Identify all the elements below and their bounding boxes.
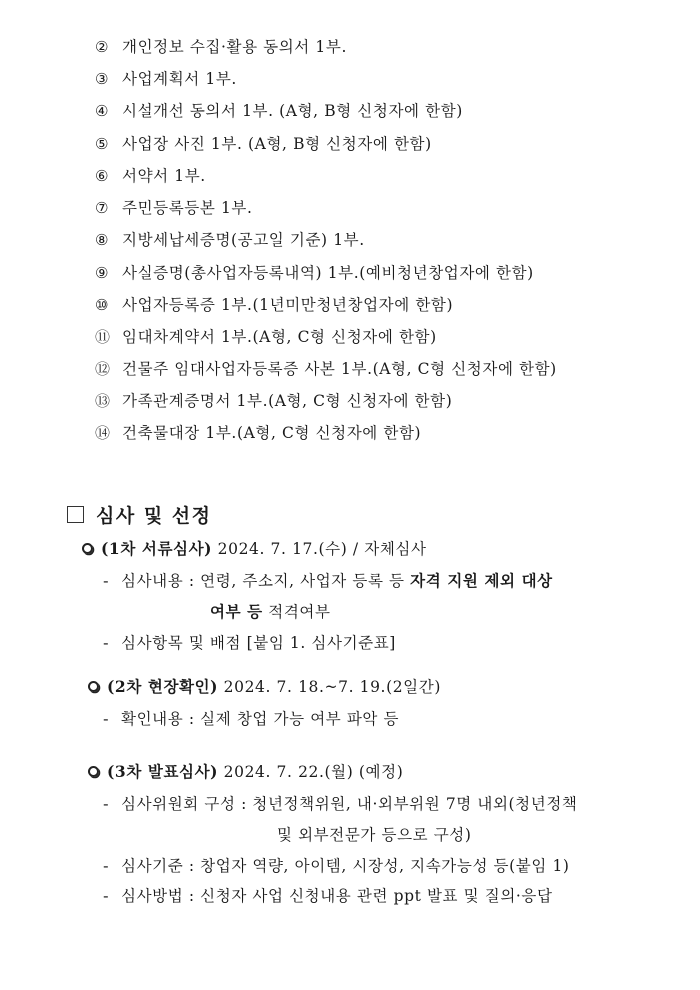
sub-text: 심사항목 및 배점 [붙임 1. 심사기준표] [121, 634, 396, 652]
item-number: ⑩ [95, 296, 110, 314]
item-number: ⑥ [95, 167, 110, 185]
list-item [95, 166, 206, 186]
circle-bullet-icon [82, 543, 93, 554]
stage-label: (2차 현장확인) [107, 677, 219, 696]
sub-text: 심사내용 : 연령, 주소지, 사업자 등록 등 [121, 572, 411, 590]
section-heading [67, 504, 212, 528]
item-text: 사업계획서 1부. [122, 70, 237, 88]
item-number: ⑪ [95, 328, 111, 346]
list-item [95, 327, 437, 347]
item-text: 임대차계약서 1부.(A형, C형 신청자에 한함) [122, 328, 437, 346]
dash-bullet: - [103, 857, 110, 875]
stage-detail: 2024. 7. 17.(수) / 자체심사 [212, 540, 427, 558]
stage-3-heading [88, 762, 403, 782]
item-number: ⑭ [95, 424, 111, 442]
list-item [95, 230, 365, 250]
sub-text: 및 외부전문가 등으로 구성) [277, 826, 472, 844]
item-number: ⑤ [95, 135, 110, 153]
list-item [95, 423, 421, 443]
item-text: 개인정보 수집·활용 동의서 1부. [122, 38, 347, 56]
sub-text: 확인내용 : 실제 창업 가능 여부 파악 등 [121, 710, 400, 728]
list-item [95, 198, 253, 218]
item-text: 건물주 임대사업자등록증 사본 1부.(A형, C형 신청자에 한함) [122, 360, 557, 378]
item-number: ④ [95, 102, 110, 120]
item-text: 주민등록등본 1부. [122, 199, 253, 217]
list-item [95, 359, 557, 379]
item-number: ⑦ [95, 199, 110, 217]
item-number: ⑨ [95, 264, 110, 282]
stage-1-review-content-cont [210, 602, 331, 622]
stage-detail: 2024. 7. 18.~7. 19.(2일간) [218, 678, 441, 696]
stage-2-heading [88, 677, 441, 697]
stage-1-heading [82, 539, 427, 559]
dash-bullet: - [103, 572, 110, 590]
item-text: 사실증명(총사업자등록내역) 1부.(예비청년창업자에 한함) [122, 264, 534, 282]
stage-1-review-content [103, 571, 553, 591]
section-title-text: 심사 및 선정 [96, 505, 212, 527]
item-number: ② [95, 38, 110, 56]
stage-3-committee-cont [277, 825, 472, 845]
dash-bullet: - [103, 710, 110, 728]
circle-bullet-icon [88, 766, 99, 777]
stage-detail: 2024. 7. 22.(월) (예정) [218, 763, 404, 781]
stage-label: (1차 서류심사) [101, 539, 213, 558]
list-item [95, 37, 347, 57]
dash-bullet: - [103, 634, 110, 652]
stage-label: (3차 발표심사) [107, 762, 219, 781]
dash-bullet: - [103, 795, 110, 813]
stage-1-review-items [103, 633, 396, 653]
list-item [95, 69, 237, 89]
sub-text: 심사방법 : 신청자 사업 신청내용 관련 ppt 발표 및 질의·응답 [121, 887, 553, 905]
list-item [95, 101, 463, 121]
sub-text-bold: 여부 등 [210, 602, 263, 621]
circle-bullet-icon [88, 681, 99, 692]
stage-2-check-content [103, 709, 399, 729]
item-number: ③ [95, 70, 110, 88]
square-bullet-icon [67, 506, 84, 523]
stage-3-method [103, 886, 553, 906]
item-text: 시설개선 동의서 1부. (A형, B형 신청자에 한함) [122, 102, 463, 120]
list-item [95, 134, 432, 154]
item-text: 서약서 1부. [122, 167, 206, 185]
item-text: 건축물대장 1부.(A형, C형 신청자에 한함) [122, 424, 422, 442]
sub-text: 적격여부 [262, 603, 331, 621]
list-item [95, 263, 534, 283]
item-text: 지방세납세증명(공고일 기준) 1부. [122, 231, 365, 249]
item-text: 사업장 사진 1부. (A형, B형 신청자에 한함) [122, 135, 432, 153]
stage-3-committee [103, 794, 577, 814]
dash-bullet: - [103, 887, 110, 905]
sub-text: 심사기준 : 창업자 역량, 아이템, 시장성, 지속가능성 등(붙임 1) [121, 857, 570, 875]
stage-3-criteria [103, 856, 570, 876]
list-item [95, 391, 452, 411]
item-text: 사업자등록증 1부.(1년미만청년창업자에 한함) [122, 296, 454, 314]
sub-text: 심사위원회 구성 : 청년정책위원, 내·외부위원 7명 내외(청년정책 [121, 795, 578, 813]
item-number: ⑬ [95, 392, 111, 410]
item-number: ⑧ [95, 231, 110, 249]
item-text: 가족관계증명서 1부.(A형, C형 신청자에 한함) [122, 392, 453, 410]
sub-text-bold: 자격 지원 제외 대상 [410, 571, 553, 590]
list-item [95, 295, 453, 315]
item-number: ⑫ [95, 360, 111, 378]
